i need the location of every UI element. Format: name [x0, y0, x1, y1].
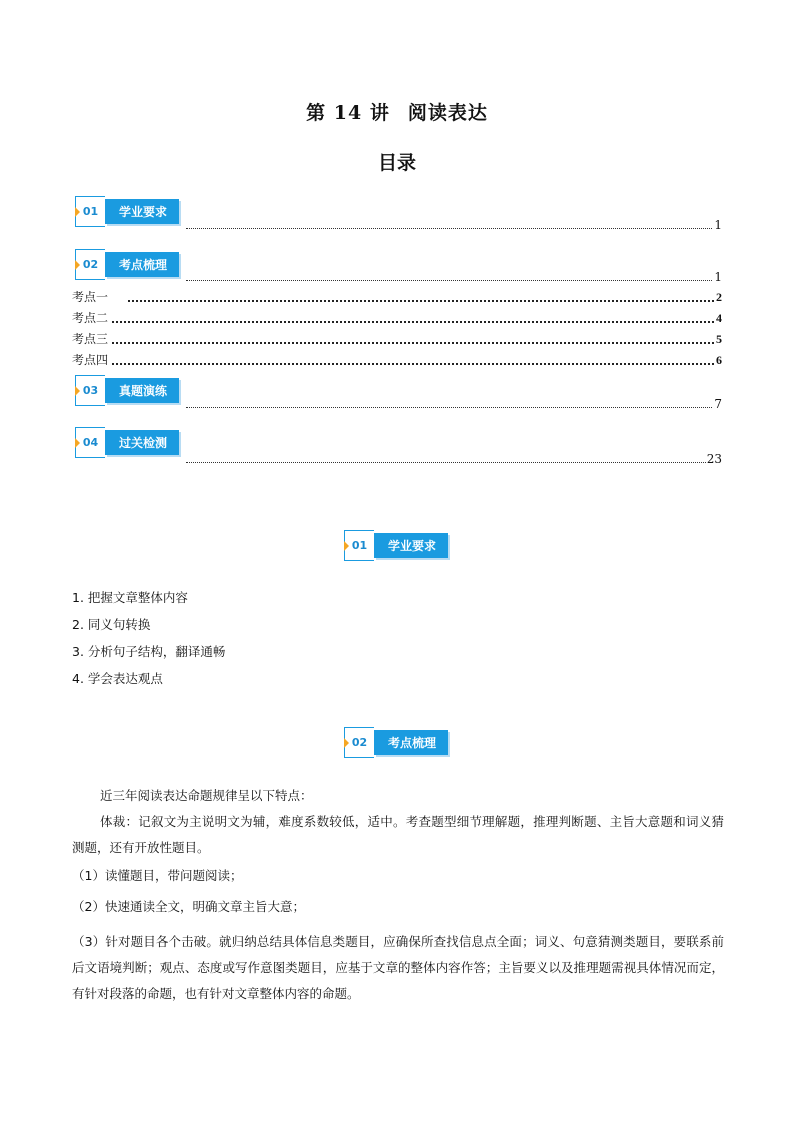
toc-heading: 目录 [377, 152, 416, 174]
toc-page-number: 6 [716, 353, 722, 367]
toc-row-03[interactable] [186, 397, 722, 411]
leader-dots [112, 363, 714, 365]
toc-badge-04[interactable] [75, 427, 179, 458]
lesson-name: 阅读表达 [407, 102, 488, 124]
lesson-number: 第 14 讲 [306, 102, 390, 124]
badge-number: 02 [82, 258, 99, 271]
requirement-item: 3. 分析句子结构，翻译通畅 [72, 644, 226, 659]
badge-number: 04 [82, 436, 99, 449]
badge-number-box [75, 427, 105, 458]
leader-dots [186, 280, 712, 281]
badge-label: 考点梳理 [105, 252, 179, 277]
leader-dots [186, 228, 712, 229]
badge-number-box [344, 530, 374, 561]
badge-label: 过关检测 [105, 430, 179, 455]
leader-dots [112, 321, 714, 323]
toc-subitem-label: 考点一 [72, 290, 122, 304]
badge-number: 03 [82, 384, 99, 397]
toc-page-number: 1 [714, 218, 722, 232]
badge-number: 01 [82, 205, 99, 218]
toc-subitem-3[interactable] [72, 332, 722, 346]
intro-paragraph: 近三年阅读表达命题规律呈以下特点： [100, 788, 313, 803]
badge-label: 学业要求 [374, 533, 448, 558]
section-badge-02 [344, 727, 448, 758]
toc-subitem-label: 考点二 [72, 311, 109, 325]
badge-number-box [344, 727, 374, 758]
leader-dots [186, 462, 706, 463]
leader-dots [128, 300, 714, 302]
genre-paragraph: 体裁：记叙文为主说明文为辅，难度系数较低，适中。考查题型细节理解题，推理判断题、主旨大意题和词义猜测题，还有开放性题目。 [72, 814, 724, 855]
leader-dots [112, 342, 714, 344]
toc-page-number: 23 [706, 452, 722, 466]
toc-page-number: 1 [714, 270, 722, 284]
toc-row-02[interactable] [186, 270, 722, 284]
tip-paragraph: （1）读懂题目，带问题阅读； [72, 868, 243, 883]
toc-page-number: 7 [714, 397, 722, 411]
tip-paragraph: （2）快速通读全文，明确文章主旨大意； [72, 899, 305, 914]
badge-label: 考点梳理 [374, 730, 448, 755]
toc-row-04[interactable] [186, 452, 722, 466]
toc-badge-01[interactable] [75, 196, 179, 227]
toc-row-01[interactable] [186, 218, 722, 232]
toc-subitem-label: 考点三 [72, 332, 109, 346]
leader-dots [186, 407, 712, 408]
toc-subitem-1[interactable] [72, 290, 722, 304]
requirement-item: 1. 把握文章整体内容 [72, 590, 188, 605]
toc-subitem-4[interactable] [72, 353, 722, 367]
requirement-item: 4. 学会表达观点 [72, 671, 163, 686]
toc-badge-03[interactable] [75, 375, 179, 406]
badge-number-box [75, 375, 105, 406]
tip-paragraph: （3）针对题目各个击破。就归纳总结具体信息类题目，应确保所查找信息点全面；词义、句意猜测类题目，要联系前后文语境判断；观点、态度或写作意图类题目，应基于文章的整体内容作答；主旨要义以及推理题需视具体情况而定，有针对段落的命题，也有针对文章整体内容的命题。 [72, 934, 724, 1001]
toc-page-number: 2 [716, 290, 722, 304]
section-badge-01 [344, 530, 448, 561]
badge-label: 真题演练 [105, 378, 179, 403]
badge-label: 学业要求 [105, 199, 179, 224]
toc-subitem-2[interactable] [72, 311, 722, 325]
badge-number-box [75, 249, 105, 280]
badge-number: 01 [351, 539, 368, 552]
badge-number: 02 [351, 736, 368, 749]
lesson-title [0, 98, 794, 125]
badge-number-box [75, 196, 105, 227]
toc-subitem-label: 考点四 [72, 353, 109, 367]
toc-page-number: 5 [716, 332, 722, 346]
requirement-item: 2. 同义句转换 [72, 617, 151, 632]
toc-page-number: 4 [716, 311, 722, 325]
toc-badge-02[interactable] [75, 249, 179, 280]
